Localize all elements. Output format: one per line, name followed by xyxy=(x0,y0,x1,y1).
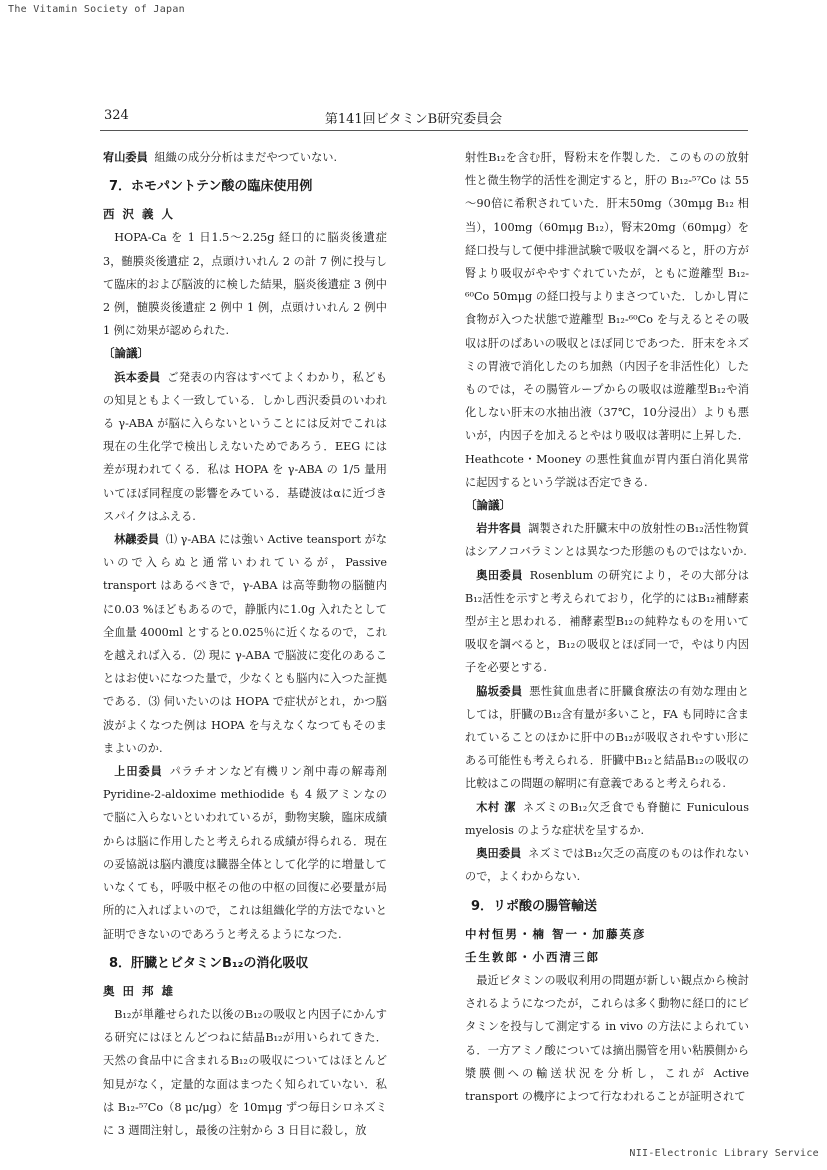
section-7-title: 7．ホモパントテン酸の臨床使用例 xyxy=(109,179,313,195)
section-8-body: B₁₂が単離せられた以後のB₁₂の吸収と内因子にかんする研究にはほとんどつねに結晶B₁₂が用いられてきた．天然の食品中に含まれるB₁₂の吸収についてはほとんど知見がなく，定量的な面はまつたく知られていない．私は B₁₂-⁵⁷Co（8 μc/μg）を 10mμg ずつ毎日シロネズミに 3 週間注射し，最後の注射から 3 日目に殺し，放 xyxy=(103,1007,387,1137)
speaker-label: 岩井客員 xyxy=(476,522,522,536)
paragraph xyxy=(103,146,387,169)
section-9-author-line-2: 壬生敦郎・小西清三郎 xyxy=(465,949,600,964)
discussion-label: 〔論議〕 xyxy=(465,498,511,513)
speaker-label: 木村 潔 xyxy=(476,800,517,814)
section-7-author: 西 沢 義 人 xyxy=(103,207,176,222)
paragraph xyxy=(465,796,749,842)
paragraph xyxy=(103,760,387,946)
paragraph xyxy=(103,528,387,760)
section-9-body: 最近ビタミンの吸収利用の問題が新しい観点から検討されるようになつたが，これらは多く動物に経口的にビタミンを投与して測定する in vivo の方法によられている．一方アミノ酸については摘出腸管を用い粘膜側から漿膜側への輸送状況を分析し，これが Active transport の機序によつて行なわれることが証明されて xyxy=(465,973,749,1103)
speaker-label: 宥山委員 xyxy=(103,151,148,164)
page-header: 第141回ビタミンB研究委員会 xyxy=(324,112,503,127)
speaker-text: ネズミではB₁₂欠乏の高度のものは作れないので，よくわからない. xyxy=(465,847,749,884)
paragraph xyxy=(103,366,387,528)
paragraph xyxy=(465,680,749,796)
speaker-text: ⑴ γ-ABA には強い Active teansport がないので入らぬと通常いわれているが，Passive transport はあるべきで，γ-ABA は高等動物の脳髄内に0.03 %ほどもあるので，静脈内に1.0g 入れたとして全血量 4000ml とすると0.025％に近くなるので，これを越えれば入る．⑵ 現に γ-ABA で脳波に変化のあることはお使いになつた量で，少なくとも脳内に入つた証拠である．⑶ 伺いたいのは HOPA で症状がとれ，かつ脳波がよくなつた例は HOPA を与えなくなつてもそのままよいのか. xyxy=(103,533,387,755)
discussion-label: 〔論議〕 xyxy=(103,346,149,361)
header-rule xyxy=(100,130,748,131)
section-8-author: 奥 田 邦 雄 xyxy=(103,983,176,998)
speaker-label: 脇坂委員 xyxy=(476,684,523,698)
page-number: 324 xyxy=(104,108,129,123)
speaker-text: パラチオンなど有機リン剤中毒の解毒剤 Pyridine-2-aldoxime methiodide も 4 級アミンなので脳に入らないといわれているが，動物実験，臨床成績からは脳に作用したと考えられる成績が得られる．現在の妥協説は脳内濃度は臓器全体として化学的に増量していなくても，呼吸中枢その他の中枢の回復に必要量が局所的に入ればよいので，これは組織化学的方法でないと証明できないのであろうと考えるようになつた. xyxy=(103,765,387,941)
speaker-text: 悪性貧血患者に肝臓食療法の有効な理由としては，肝臓のB₁₂含有量が多いこと，FA も同時に含まれていることのほかに肝中のB₁₂が吸収されやすい形にある可能性も考えられる．肝臓中B₁₂と結晶B₁₂の吸収の比較はこの問題の解明に有意義であると考えられる. xyxy=(465,684,749,791)
right-column xyxy=(465,146,749,1108)
section-9-title: 9．リポ酸の腸管輸送 xyxy=(471,898,598,914)
paragraph xyxy=(465,517,749,563)
left-column xyxy=(103,146,387,1142)
section-9-author-line-1: 中村恒男・楠 智一・加藤英彦 xyxy=(465,926,647,941)
speaker-label: 浜本委員 xyxy=(114,370,161,384)
speaker-text: 組織の成分分析はまだやつていない. xyxy=(154,151,338,164)
paragraph xyxy=(465,564,749,680)
speaker-text: Rosenblum の研究により，その大部分はB₁₂活性を示すと考えられており，化学的にはB₁₂補酵素型が主と思われる．補酵素型B₁₂の純粋なものを用いて吸収を調べると，B₁₂の吸収とほぼ同一で，やはり内因子を必要とする. xyxy=(465,568,749,675)
watermark-bottom: NII-Electronic Library Service xyxy=(629,1148,819,1159)
speaker-text: ネズミのB₁₂欠乏食でも脊髄に Funiculous myelosis のような症状を呈するか. xyxy=(465,800,749,837)
paragraph xyxy=(465,842,749,888)
speaker-label: 上田委員 xyxy=(114,765,163,779)
watermark-top: The Vitamin Society of Japan xyxy=(8,4,185,15)
continued-paragraph: 射性B₁₂を含む肝，腎粉末を作製した．このものの放射性と微生物学的活性を測定すると，肝の B₁₂-⁵⁷Co は 55～90倍に希釈されていた．肝末50mg（30mμg B₁₂ 相当），100mg（60mμg B₁₂），腎末20mg（60mμg）を経口投与して便中排泄試験で吸収を調べると，肝の方が腎より吸収がややすぐれていたが，ともに遊離型 B₁₂-⁶⁰Co 50mμg の経口投与よりまさつていた．しかし胃に食物が入つた状態で遊離型 B₁₂-⁶⁰Co を与えるとその吸収は肝のばあいの吸収とほぼ同じであつた．肝末をネズミの胃液で消化したのち加熱（内因子を非活性化）したものでは，その腸管ループからの吸収は遊離型B₁₂や消化しない肝末の水抽出液（37℃，10分浸出）よりも悪いが，内因子を加えるとやはり吸収は著明に上昇した．Heathcote・Mooney の悪性貧血が胃内蛋白消化異常に起因するという学説は否定できる. xyxy=(465,151,749,489)
section-8-title: 8．肝臓とビタミンB₁₂の消化吸収 xyxy=(109,955,309,971)
speaker-text: 調製された肝臓末中の放射性のB₁₂活性物質はシアノコバラミンとは異なつた形態のものではないか. xyxy=(465,522,749,559)
speaker-text: ご発表の内容はすべてよくわかり，私どもの知見ともよく一致している．しかし西沢委員のいわれる γ-ABA が脳に入らないということには反対でこれは現在の生化学で検出しえないためであろう．EEG には差が現われてくる．私は HOPA を γ-ABA の 1/5 量用いてほぼ同程度の影響をみている．基礎波はαに近づきスパイクはふえる. xyxy=(103,370,387,523)
section-7-body: HOPA-Ca を 1 日1.5～2.25g 経口的に脳炎後遺症3，髄膜炎後遺症 2，点頭けいれん 2 の計 7 例に投与して臨床的および脳波的に検した結果，脳炎後遺症 3 例中 2 例，髄膜炎後遺症 2 例中 1 例，点頭けいれん 2 例中 1 例に効果が認められた. xyxy=(103,231,387,338)
speaker-label: 奥田委員 xyxy=(476,568,524,582)
speaker-label: 奥田委員 xyxy=(476,847,522,861)
speaker-label: 林髞委員 xyxy=(114,533,160,547)
